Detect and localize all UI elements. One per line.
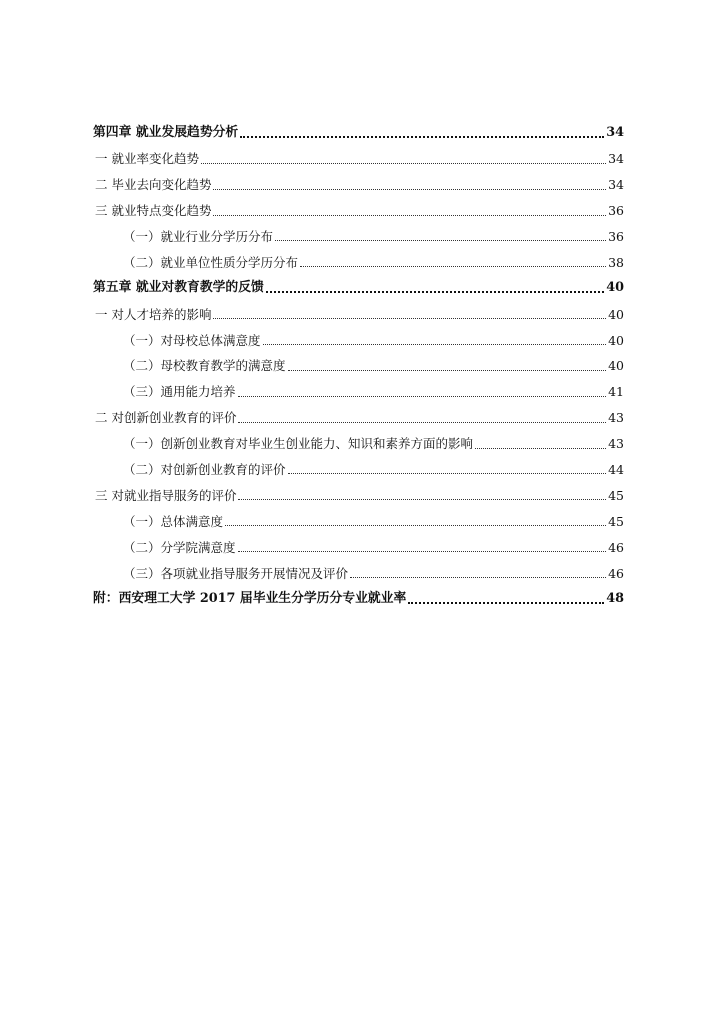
- toc-entry-title: （二）就业单位性质分学历分布: [123, 254, 299, 270]
- toc-page-number: 45: [608, 487, 624, 503]
- toc-entry-title: （二）分学院满意度: [123, 539, 236, 555]
- toc-section[interactable]: [93, 169, 624, 195]
- toc-subsection[interactable]: [93, 350, 624, 376]
- toc-subsection[interactable]: [93, 221, 624, 247]
- dot-leader: [300, 265, 606, 267]
- dot-leader: [213, 317, 606, 319]
- toc-entry-title: 二 对创新创业教育的评价: [95, 410, 237, 426]
- toc-chapter-4[interactable]: [93, 117, 624, 143]
- dot-leader: [288, 369, 607, 371]
- toc-page-number: 36: [608, 203, 624, 219]
- toc-entry-title: 一 就业率变化趋势: [95, 151, 199, 167]
- dot-leader: [266, 290, 604, 293]
- toc-entry-title: （一）就业行业分学历分布: [123, 228, 274, 244]
- toc-appendix[interactable]: [93, 583, 624, 609]
- toc-entry-title: （三）各项就业指导服务开展情况及评价: [123, 565, 349, 581]
- toc-page-number: 43: [608, 436, 624, 452]
- dot-leader: [275, 239, 606, 241]
- dot-leader: [213, 214, 606, 216]
- dot-leader: [225, 524, 606, 526]
- toc-section[interactable]: [93, 195, 624, 221]
- toc-entry-title: （二）母校教育教学的满意度: [123, 358, 286, 374]
- dot-leader: [288, 472, 607, 474]
- toc-page-number: 38: [608, 254, 624, 270]
- toc-entry-title: （二）对创新创业教育的评价: [123, 461, 286, 477]
- dot-leader: [238, 395, 607, 397]
- toc-section[interactable]: [93, 143, 624, 169]
- toc-subsection[interactable]: [93, 557, 624, 583]
- toc-entry-title: 三 对就业指导服务的评价: [95, 487, 237, 503]
- toc-page-number: 40: [608, 358, 624, 374]
- toc-subsection[interactable]: [93, 454, 624, 480]
- toc-page-number: 40: [606, 280, 624, 296]
- toc-page-number: 34: [608, 177, 624, 193]
- toc-section[interactable]: [93, 298, 624, 324]
- toc-entry-title: （一）创新创业教育对毕业生创业能力、知识和素养方面的影响: [123, 436, 474, 452]
- toc-page-number: 44: [608, 461, 624, 477]
- dot-leader: [408, 601, 604, 604]
- toc-page-number: 34: [606, 125, 624, 141]
- toc-subsection[interactable]: [93, 505, 624, 531]
- toc-subsection[interactable]: [93, 428, 624, 454]
- dot-leader: [213, 188, 606, 190]
- toc-page-number: 45: [608, 513, 624, 529]
- toc-page-number: 41: [608, 384, 624, 400]
- toc-page-number: 43: [608, 410, 624, 426]
- dot-leader: [238, 550, 607, 552]
- dot-leader: [238, 421, 606, 423]
- dot-leader: [263, 343, 607, 345]
- dot-leader: [240, 135, 604, 138]
- toc-entry-title: 三 就业特点变化趋势: [95, 203, 212, 219]
- dot-leader: [350, 576, 606, 578]
- toc-page-number: 46: [608, 539, 624, 555]
- dot-leader: [201, 162, 606, 164]
- toc-subsection[interactable]: [93, 376, 624, 402]
- dot-leader: [475, 447, 606, 449]
- toc-entry-title: （三）通用能力培养: [123, 384, 236, 400]
- toc-page-number: 36: [608, 228, 624, 244]
- toc-entry-title: 一 对人才培养的影响: [95, 306, 212, 322]
- toc-subsection[interactable]: [93, 246, 624, 272]
- toc-page-number: 46: [608, 565, 624, 581]
- toc-entry-title: 附：西安理工大学 2017 届毕业生分学历分专业就业率: [93, 591, 407, 607]
- table-of-contents: [93, 117, 624, 609]
- toc-entry-title: （一）总体满意度: [123, 513, 224, 529]
- toc-section[interactable]: [93, 402, 624, 428]
- toc-entry-title: 第五章 就业对教育教学的反馈: [93, 280, 264, 296]
- dot-leader: [238, 498, 606, 500]
- toc-subsection[interactable]: [93, 324, 624, 350]
- toc-entry-title: 第四章 就业发展趋势分析: [93, 125, 239, 141]
- toc-entry-title: 二 毕业去向变化趋势: [95, 177, 212, 193]
- toc-subsection[interactable]: [93, 531, 624, 557]
- toc-page-number: 34: [608, 151, 624, 167]
- toc-entry-title: （一）对母校总体满意度: [123, 332, 261, 348]
- toc-page-number: 48: [606, 591, 624, 607]
- toc-page-number: 40: [608, 306, 624, 322]
- toc-page-number: 40: [608, 332, 624, 348]
- toc-section[interactable]: [93, 479, 624, 505]
- toc-chapter-5[interactable]: [93, 272, 624, 298]
